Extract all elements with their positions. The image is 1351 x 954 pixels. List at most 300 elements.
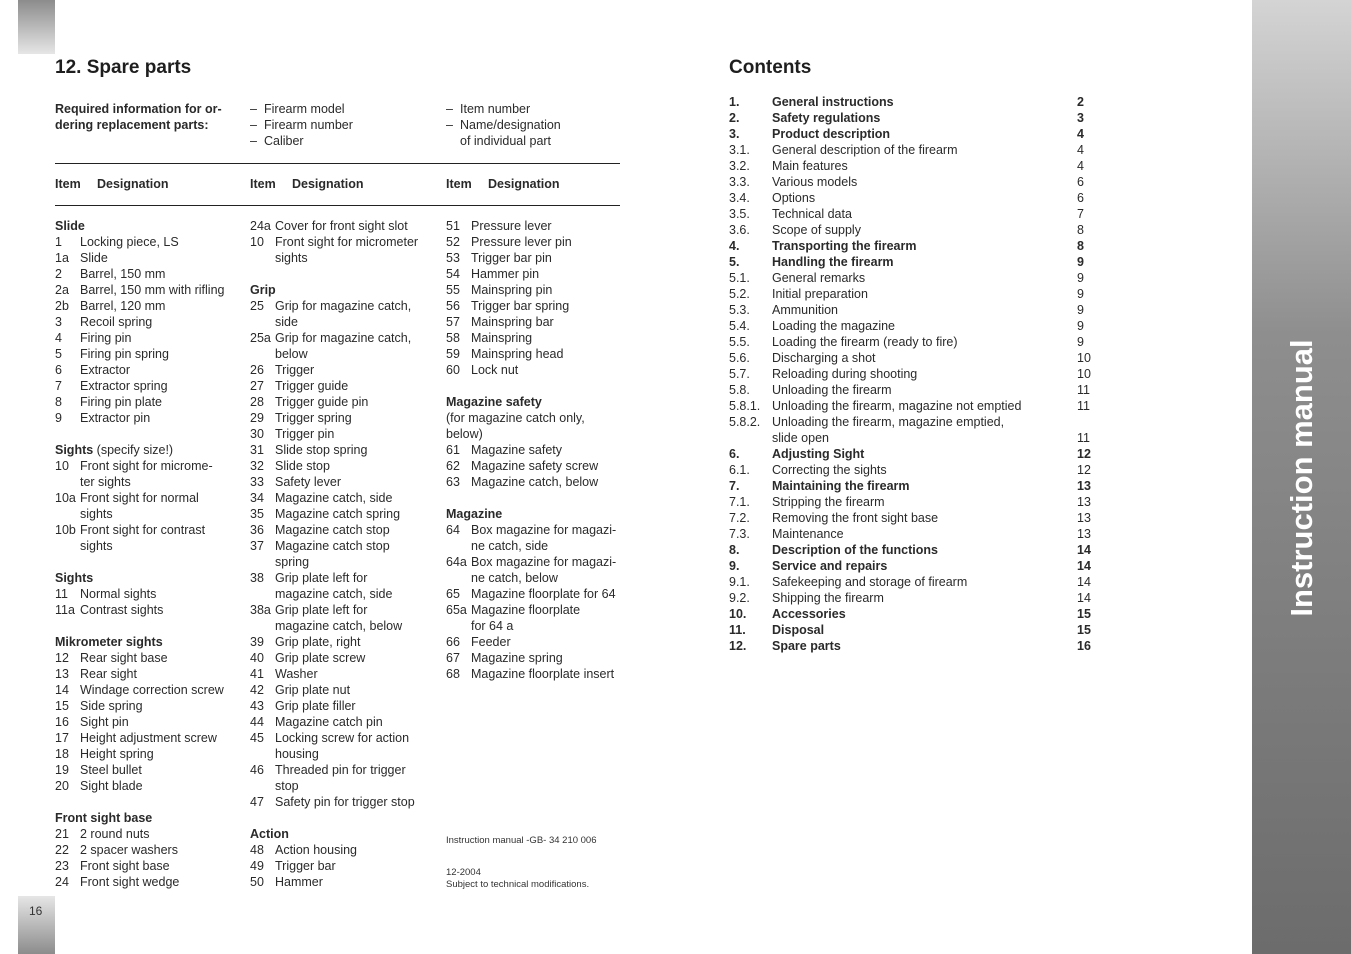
group-title: Slide (55, 219, 85, 233)
toc-entry (729, 334, 1087, 350)
part-row (250, 762, 435, 778)
part-number: 33 (250, 475, 264, 489)
part-designation: Magazine catch, below (471, 475, 599, 489)
toc-title: Maintenance (772, 527, 844, 541)
part-number (250, 618, 275, 634)
part-number: 20 (55, 779, 69, 793)
part-row (250, 730, 435, 746)
part-row (250, 410, 435, 426)
part-number: 32 (250, 459, 264, 473)
part-row (250, 746, 435, 762)
part-row (55, 650, 240, 666)
group-title: Front sight base (55, 811, 153, 825)
part-designation: Trigger spring (275, 411, 352, 425)
part-designation: Mainspring bar (471, 315, 554, 329)
toc-entry (729, 222, 1087, 238)
toc-entry (729, 174, 1087, 190)
part-number: 30 (250, 427, 264, 441)
toc-title: Unloading the firearm, magazine not emptied (772, 399, 1022, 413)
part-designation: Firing pin plate (80, 395, 162, 409)
part-number (250, 314, 275, 330)
part-number: 9 (55, 411, 62, 425)
required-info-text: Caliber (264, 134, 304, 148)
toc-number: 8. (729, 543, 740, 557)
required-info-list-1 (250, 101, 435, 149)
part-number: 31 (250, 443, 264, 457)
toc-number: 3.1. (729, 143, 750, 157)
parts-column-1 (55, 218, 240, 890)
contents-list (729, 94, 1091, 654)
spacer (55, 426, 240, 442)
toc-number: 3.4. (729, 191, 750, 205)
toc-page: 9 (1077, 319, 1084, 333)
part-row (446, 314, 631, 330)
spacer (55, 554, 240, 570)
part-designation: Magazine catch stop (275, 539, 390, 553)
part-row (446, 474, 631, 490)
toc-page: 9 (1077, 271, 1084, 285)
toc-title: Safety regulations (772, 111, 881, 125)
part-number: 11 (55, 587, 68, 601)
toc-entry (729, 542, 1091, 558)
parts-column-2 (250, 218, 435, 890)
part-number (250, 250, 275, 266)
toc-number: 3.5. (729, 207, 750, 221)
part-row (55, 858, 240, 874)
part-row (250, 682, 435, 698)
part-row (55, 714, 240, 730)
toc-number: 2. (729, 111, 740, 125)
part-number: 3 (55, 315, 62, 329)
part-row (55, 314, 240, 330)
part-designation: Magazine floorplate insert (471, 667, 615, 681)
part-number: 25a (250, 331, 271, 345)
toc-page: 4 (1077, 143, 1084, 157)
column-header-1 (55, 177, 169, 191)
toc-entry (729, 350, 1091, 366)
part-number: 46 (250, 763, 264, 777)
part-designation: Box magazine for magazi- (471, 555, 617, 569)
part-row (250, 426, 435, 442)
toc-title: Technical data (772, 207, 852, 221)
footer-manual-id: Instruction manual -GB- 34 210 006 (446, 835, 597, 846)
toc-page: 4 (1077, 159, 1084, 173)
toc-entry (729, 606, 1091, 622)
part-row (250, 634, 435, 650)
part-designation: Magazine floorplate for 64 (471, 587, 616, 601)
group-heading (250, 282, 435, 298)
part-designation: Front sight for micrometer (275, 235, 419, 249)
toc-page: 6 (1077, 191, 1084, 205)
part-row (250, 346, 435, 362)
part-row (250, 298, 435, 314)
header-item: Item (250, 177, 276, 191)
part-designation: Firing pin spring (80, 347, 169, 361)
part-row (446, 538, 631, 554)
part-number: 55 (446, 283, 460, 297)
part-number: 50 (250, 875, 264, 889)
group-heading (55, 810, 240, 826)
toc-title: Accessories (772, 607, 846, 621)
part-row (55, 698, 240, 714)
part-designation: Rear sight (80, 667, 137, 681)
toc-number (729, 430, 772, 446)
header-item: Item (55, 177, 81, 191)
part-row (446, 362, 631, 378)
part-row (446, 458, 631, 474)
group-heading (55, 570, 240, 586)
toc-entry (729, 158, 1087, 174)
toc-title: Main features (772, 159, 848, 173)
part-row (250, 714, 435, 730)
part-row (55, 362, 240, 378)
part-row (446, 234, 631, 250)
part-number (446, 570, 471, 586)
part-designation: Barrel, 150 mm with rifling (80, 283, 225, 297)
part-designation: below (275, 347, 308, 361)
group-note-line: below) (446, 427, 483, 441)
toc-number: 12. (729, 639, 747, 653)
part-designation: ne catch, below (471, 571, 558, 585)
part-number: 2a (55, 283, 69, 297)
bullet-dash: – (250, 102, 257, 116)
part-designation: Pressure lever (471, 219, 552, 233)
part-designation: Mainspring head (471, 347, 564, 361)
toc-entry (729, 414, 1087, 430)
part-designation: Safety pin for trigger stop (275, 795, 415, 809)
column-header-3 (446, 177, 560, 191)
toc-number: 3. (729, 127, 740, 141)
part-number: 64 (446, 523, 460, 537)
part-row (446, 250, 631, 266)
part-number: 10a (55, 491, 76, 505)
part-row (250, 698, 435, 714)
part-designation: Trigger bar spring (471, 299, 570, 313)
part-number: 16 (55, 715, 69, 729)
part-designation: Barrel, 120 mm (80, 299, 166, 313)
part-row (55, 778, 240, 794)
toc-entry (729, 302, 1087, 318)
toc-number: 9.2. (729, 591, 750, 605)
part-designation: Contrast sights (80, 603, 164, 617)
toc-number: 7.1. (729, 495, 750, 509)
toc-number: 5.6. (729, 351, 750, 365)
bullet-dash: – (446, 102, 453, 116)
toc-title: Transporting the firearm (772, 239, 917, 253)
toc-title: Ammunition (772, 303, 838, 317)
part-designation: Action housing (275, 843, 358, 857)
part-number: 43 (250, 699, 264, 713)
part-designation: Extractor (80, 363, 131, 377)
part-designation: Grip plate, right (275, 635, 361, 649)
part-number: 63 (446, 475, 460, 489)
table-header-rule (55, 205, 620, 206)
group-note: (specify size!) (93, 443, 174, 457)
part-row (55, 330, 240, 346)
part-designation: Locking piece, LS (80, 235, 179, 249)
group-heading (446, 394, 631, 410)
toc-entry (729, 94, 1087, 110)
part-row (250, 570, 435, 586)
part-designation: magazine catch, side (275, 587, 393, 601)
group-heading (55, 218, 240, 234)
header-item: Item (446, 177, 472, 191)
part-number: 37 (250, 539, 264, 553)
part-designation: Front sight for contrast (80, 523, 206, 537)
required-info-text: of individual part (460, 134, 552, 148)
part-designation: Magazine catch spring (275, 507, 401, 521)
toc-page: 2 (1077, 95, 1084, 109)
toc-page: 9 (1077, 303, 1084, 317)
part-row (250, 506, 435, 522)
toc-page: 14 (1077, 543, 1091, 557)
toc-entry (729, 574, 1091, 590)
part-number (55, 538, 80, 554)
part-number: 54 (446, 267, 460, 281)
part-row (446, 554, 631, 570)
toc-title: Options (772, 191, 816, 205)
toc-title: Product description (772, 127, 891, 141)
part-designation: Washer (275, 667, 318, 681)
part-designation: Recoil spring (80, 315, 153, 329)
part-number: 26 (250, 363, 264, 377)
toc-page: 14 (1077, 591, 1091, 605)
toc-page: 13 (1077, 479, 1091, 493)
part-number (250, 778, 275, 794)
part-designation: Box magazine for magazi- (471, 523, 617, 537)
part-row (55, 490, 240, 506)
part-row (446, 346, 631, 362)
required-info-line (446, 117, 631, 133)
part-designation: for 64 a (471, 619, 514, 633)
toc-title: General remarks (772, 271, 866, 285)
toc-page: 9 (1077, 287, 1084, 301)
part-number: 64a (446, 555, 467, 569)
part-designation: Rear sight base (80, 651, 168, 665)
part-number: 39 (250, 635, 264, 649)
part-row (250, 778, 435, 794)
toc-entry (729, 366, 1091, 382)
toc-page: 12 (1077, 463, 1091, 477)
part-designation: Magazine catch pin (275, 715, 383, 729)
part-designation: Trigger bar (275, 859, 336, 873)
part-designation: Height spring (80, 747, 154, 761)
toc-title: Spare parts (772, 639, 841, 653)
toc-page: 13 (1077, 495, 1091, 509)
part-number (250, 346, 275, 362)
toc-title: General instructions (772, 95, 894, 109)
bullet-dash: – (446, 118, 453, 132)
toc-entry (729, 558, 1091, 574)
part-designation: sights (80, 507, 113, 521)
part-designation: Magazine catch, side (275, 491, 393, 505)
part-number: 29 (250, 411, 264, 425)
part-row (250, 842, 435, 858)
part-row (55, 730, 240, 746)
part-number: 22 (55, 843, 69, 857)
toc-title: Disposal (772, 623, 825, 637)
toc-number: 11. (729, 623, 746, 637)
part-number: 61 (446, 443, 460, 457)
part-number: 1a (55, 251, 69, 265)
part-designation: Extractor pin (80, 411, 151, 425)
part-number: 24 (55, 875, 69, 889)
toc-title: General description of the firearm (772, 143, 958, 157)
part-row (250, 522, 435, 538)
part-designation: Front sight for normal (80, 491, 199, 505)
part-row (55, 762, 240, 778)
part-row (250, 666, 435, 682)
part-designation: ter sights (80, 475, 131, 489)
toc-title: Removing the front sight base (772, 511, 939, 525)
header-designation: Designation (488, 177, 560, 191)
toc-page: 10 (1077, 351, 1091, 365)
toc-number: 5.8.1. (729, 399, 761, 413)
toc-title: Discharging a shot (772, 351, 876, 365)
part-designation: Trigger guide (275, 379, 349, 393)
part-row (250, 218, 435, 234)
toc-entry (729, 590, 1091, 606)
part-number: 27 (250, 379, 264, 393)
part-number: 25 (250, 299, 264, 313)
contents-title: Contents (729, 57, 812, 78)
toc-title: Description of the functions (772, 543, 938, 557)
part-designation: Lock nut (471, 363, 519, 377)
part-designation: Mainspring pin (471, 283, 553, 297)
part-number: 6 (55, 363, 62, 377)
toc-page: 11 (1077, 383, 1090, 397)
toc-number: 6.1. (729, 463, 750, 477)
part-number: 57 (446, 315, 460, 329)
part-number: 42 (250, 683, 264, 697)
toc-number: 5.3. (729, 303, 750, 317)
part-designation: Grip plate nut (275, 683, 351, 697)
toc-page: 11 (1077, 399, 1090, 413)
toc-page: 15 (1077, 623, 1091, 637)
part-row (446, 442, 631, 458)
part-row (250, 250, 435, 266)
bullet-dash (446, 133, 460, 149)
part-row (250, 330, 435, 346)
part-designation: Safety lever (275, 475, 342, 489)
part-row (55, 458, 240, 474)
toc-entry (729, 254, 1087, 270)
toc-entry (729, 190, 1087, 206)
toc-page: 14 (1077, 575, 1091, 589)
toc-page: 7 (1077, 207, 1084, 221)
bullet-dash: – (250, 134, 257, 148)
toc-page: 11 (1077, 431, 1090, 445)
part-row (55, 666, 240, 682)
part-number (446, 618, 471, 634)
toc-entry (729, 206, 1087, 222)
column-header-2 (250, 177, 364, 191)
group-title: Mikrometer sights (55, 635, 163, 649)
toc-entry (729, 142, 1087, 158)
part-row (446, 298, 631, 314)
part-number: 11a (55, 603, 75, 617)
part-row (55, 826, 240, 842)
part-row (250, 794, 435, 810)
toc-entry (729, 510, 1091, 526)
part-number: 53 (446, 251, 460, 265)
part-row (446, 282, 631, 298)
toc-number: 1. (729, 95, 740, 109)
part-row (446, 634, 631, 650)
part-row (55, 250, 240, 266)
part-designation: Slide stop spring (275, 443, 368, 457)
toc-number: 3.6. (729, 223, 750, 237)
part-row (446, 266, 631, 282)
toc-number: 9.1. (729, 575, 750, 589)
part-designation: Side spring (80, 699, 143, 713)
part-number: 17 (55, 731, 69, 745)
part-row (55, 506, 240, 522)
part-designation: Normal sights (80, 587, 157, 601)
part-number (55, 474, 80, 490)
part-number (250, 586, 275, 602)
footer-date: 12-2004 (446, 867, 481, 878)
part-row (55, 746, 240, 762)
part-row (55, 586, 240, 602)
part-designation: magazine catch, below (275, 619, 403, 633)
part-row (55, 394, 240, 410)
toc-page: 4 (1077, 127, 1084, 141)
part-row (55, 378, 240, 394)
toc-page: 14 (1077, 559, 1091, 573)
part-number: 21 (55, 827, 69, 841)
toc-number: 5.5. (729, 335, 750, 349)
toc-title: Various models (772, 175, 858, 189)
part-number: 62 (446, 459, 460, 473)
part-number: 7 (55, 379, 62, 393)
spacer (55, 794, 240, 810)
toc-title: Adjusting Sight (772, 447, 865, 461)
part-row (250, 458, 435, 474)
toc-entry (729, 446, 1091, 462)
part-number: 13 (55, 667, 69, 681)
part-designation: Cover for front sight slot (275, 219, 408, 233)
toc-title: Shipping the firearm (772, 591, 884, 605)
part-designation: stop (275, 779, 299, 793)
part-row (446, 650, 631, 666)
part-number (250, 746, 275, 762)
group-heading (55, 442, 240, 458)
part-number: 18 (55, 747, 69, 761)
required-info-line (446, 101, 631, 117)
part-row (250, 362, 435, 378)
spacer (250, 266, 435, 282)
part-number: 2b (55, 299, 69, 313)
part-row (55, 266, 240, 282)
part-number: 28 (250, 395, 264, 409)
toc-title: Safekeeping and storage of firearm (772, 575, 968, 589)
part-designation: side (275, 315, 298, 329)
spare-parts-title: 12. Spare parts (55, 57, 192, 78)
toc-page: 15 (1077, 607, 1091, 621)
part-number: 4 (55, 331, 62, 345)
toc-title: Service and repairs (772, 559, 888, 573)
part-number: 65 (446, 587, 460, 601)
toc-title: Reloading during shooting (772, 367, 918, 381)
part-row (55, 410, 240, 426)
part-number: 14 (55, 683, 69, 697)
part-row (446, 602, 631, 618)
group-note-line: (for magazine catch only, (446, 411, 585, 425)
part-designation: Grip plate screw (275, 651, 366, 665)
part-row (446, 666, 631, 682)
part-row (250, 618, 435, 634)
